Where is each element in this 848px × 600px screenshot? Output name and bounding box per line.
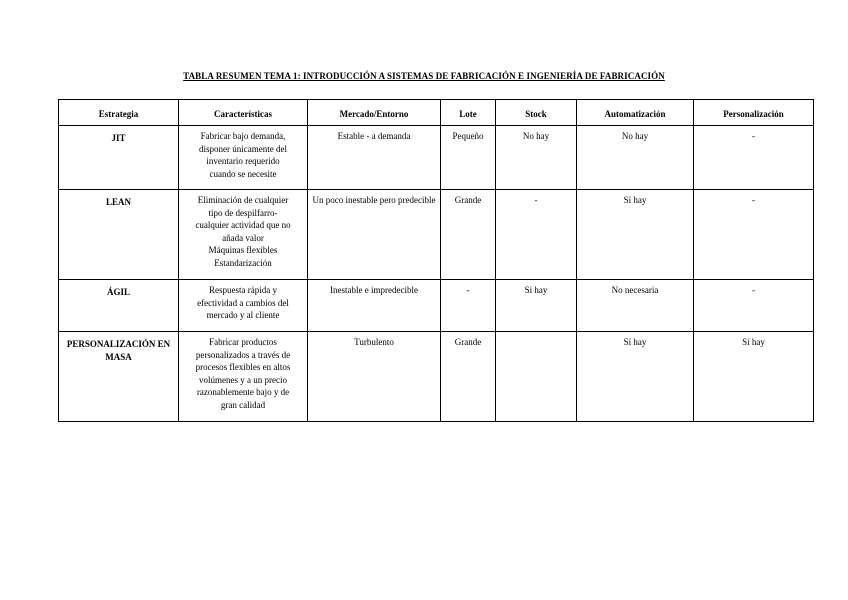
- strategy-cell: ÁGIL: [59, 280, 179, 332]
- personalization-cell: -: [694, 126, 814, 190]
- automation-cell: Sí hay: [577, 332, 694, 422]
- characteristics-cell: [179, 126, 308, 190]
- market-cell: Estable - a demanda: [308, 126, 441, 190]
- automation-cell: No hay: [577, 126, 694, 190]
- characteristics-line: gran calidad: [220, 399, 266, 410]
- strategy-cell: LEAN: [59, 190, 179, 280]
- characteristics-line: tipo de despilfarro-: [208, 207, 278, 218]
- header-stock: Stock: [496, 100, 577, 126]
- lot-cell: Grande: [441, 190, 496, 280]
- characteristics-line: Máquinas flexibles: [208, 245, 278, 255]
- characteristics-line: añada valor: [222, 232, 264, 243]
- characteristics-line: Fabricar productos: [209, 337, 277, 347]
- characteristics-line: Eliminación de cualquier: [197, 195, 289, 205]
- header-row: [59, 100, 814, 126]
- market-cell: Turbulento: [308, 332, 441, 422]
- lot-cell: Grande: [441, 332, 496, 422]
- personalization-cell: -: [694, 190, 814, 280]
- characteristics-cell: [179, 332, 308, 422]
- automation-cell: Sí hay: [577, 190, 694, 280]
- stock-cell: [496, 332, 577, 422]
- header-personalization: Personalización: [694, 100, 814, 126]
- table-row: [59, 332, 814, 422]
- page-title: TABLA RESUMEN TEMA 1: INTRODUCCIÓN A SISTEMAS DE FABRICACIÓN E INGENIERÍA DE FABRICACIÓN: [183, 71, 665, 81]
- lot-cell: -: [441, 280, 496, 332]
- stock-cell: Sí hay: [496, 280, 577, 332]
- characteristics-cell: [179, 280, 308, 332]
- characteristics-line: Fabricar bajo demanda,: [200, 131, 286, 141]
- characteristics-line: personalizados a través de: [195, 349, 291, 360]
- header-automation: Automatización: [577, 100, 694, 126]
- table-row: [59, 280, 814, 332]
- stock-cell: No hay: [496, 126, 577, 190]
- characteristics-line: mercado y al cliente: [206, 310, 280, 320]
- characteristics-line: cuando se necesite: [209, 168, 277, 179]
- header-strategy: Estrategia: [59, 100, 179, 126]
- table-row: [59, 126, 814, 190]
- characteristics-line: disponer únicamente del: [199, 143, 287, 154]
- characteristics-line: Respuesta rápida y: [209, 285, 277, 295]
- characteristics-line: volúmenes y a un precio: [199, 374, 287, 385]
- market-cell: Inestable e impredecible: [308, 280, 441, 332]
- header-lot: Lote: [441, 100, 496, 126]
- table-row: [59, 190, 814, 280]
- lot-cell: Pequeño: [441, 126, 496, 190]
- header-market: Mercado/Entorno: [308, 100, 441, 126]
- characteristics-line: Estandarización: [214, 257, 272, 268]
- characteristics-line: efectividad a cambios del: [197, 297, 289, 308]
- summary-table: [58, 99, 814, 422]
- characteristics-line: inventario requerido: [206, 156, 280, 166]
- strategy-cell: JIT: [59, 126, 179, 190]
- characteristics-line: razonablemente bajo y de: [196, 387, 290, 397]
- personalization-cell: -: [694, 280, 814, 332]
- characteristics-line: cualquier actividad que no: [195, 220, 291, 230]
- characteristics-cell: [179, 190, 308, 280]
- header-characteristics: Características: [179, 100, 308, 126]
- strategy-cell: PERSONALIZACIÓN EN MASA: [59, 332, 179, 422]
- market-cell: Un poco inestable pero predecible: [308, 190, 441, 280]
- stock-cell: -: [496, 190, 577, 280]
- personalization-cell: Sí hay: [694, 332, 814, 422]
- characteristics-line: procesos flexibles en altos: [195, 362, 291, 372]
- automation-cell: No necesaria: [577, 280, 694, 332]
